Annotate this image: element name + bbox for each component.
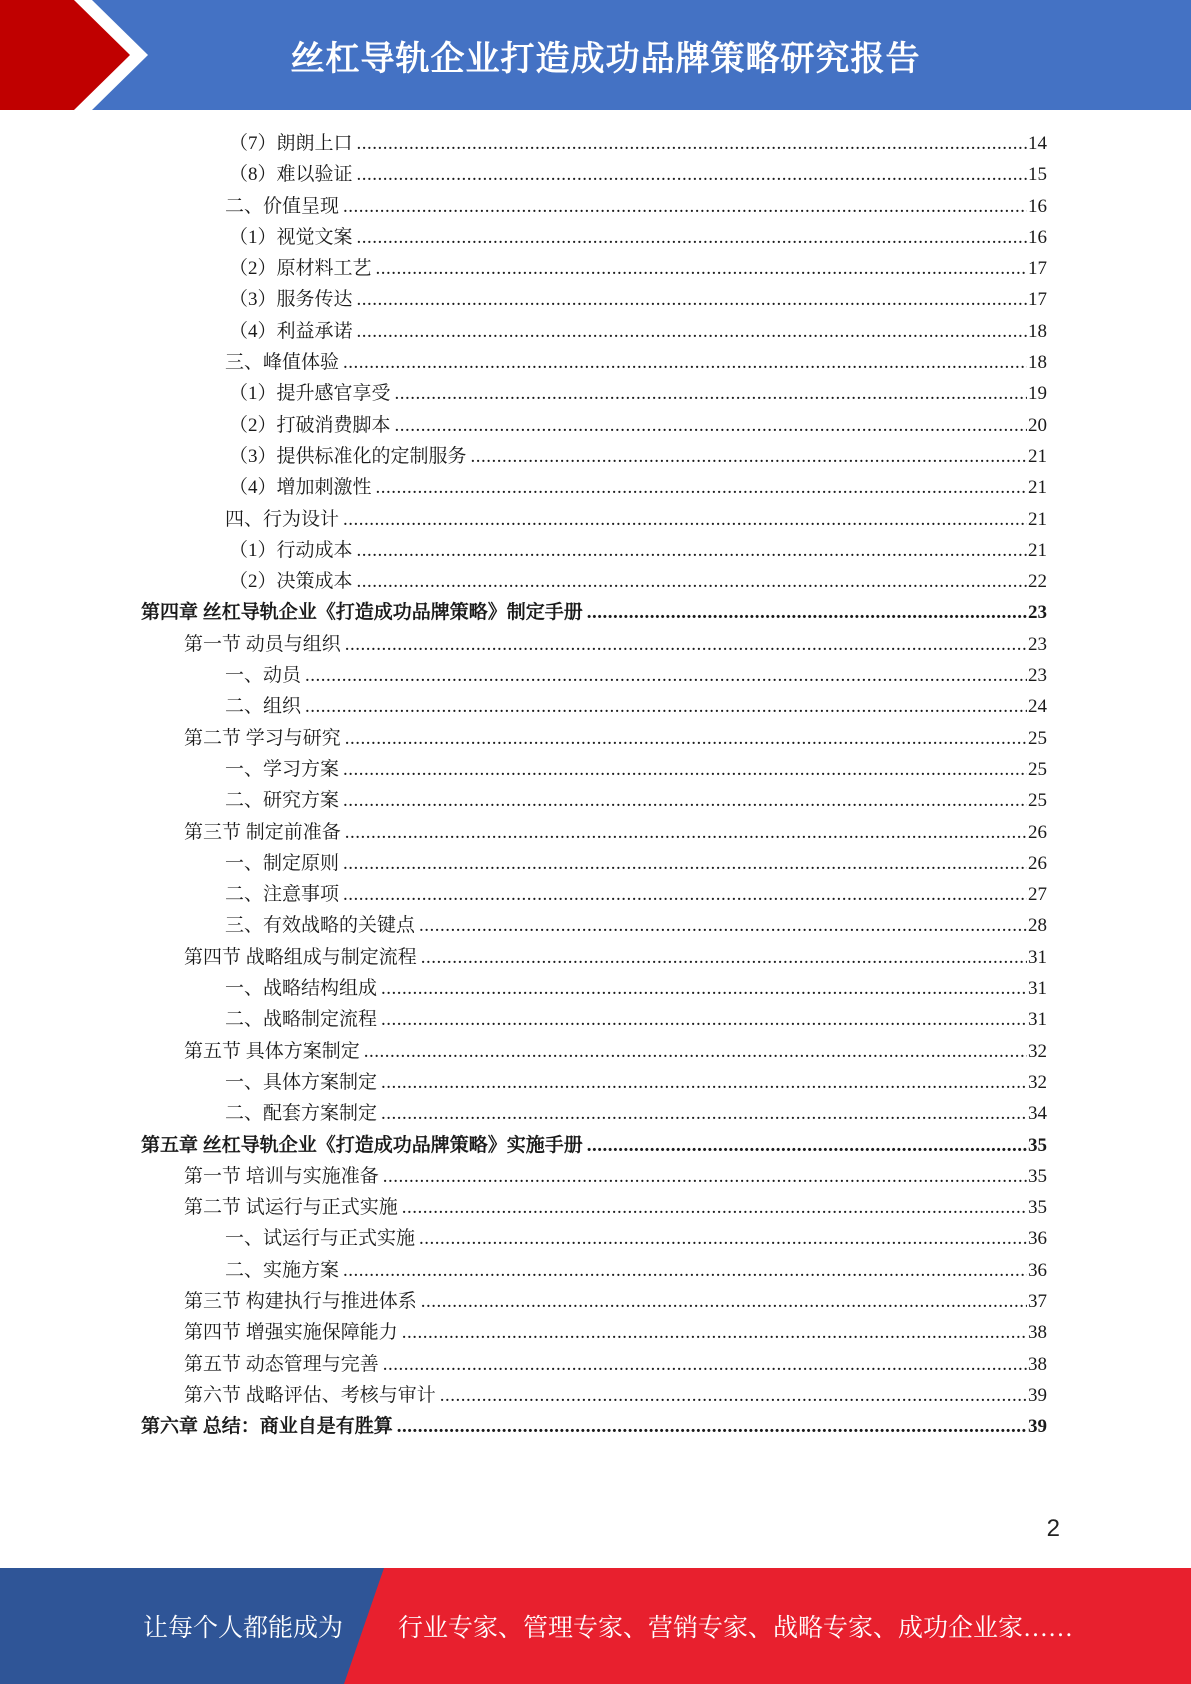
toc-entry[interactable] — [141, 1317, 1047, 1348]
toc-entry[interactable] — [141, 284, 1047, 315]
toc-entry-title: （1）视觉文案 — [229, 226, 353, 248]
toc-dot-leader — [471, 441, 1027, 472]
toc-entry-page: 16 — [1028, 195, 1047, 217]
toc-entry-title: 第四节 战略组成与制定流程 — [184, 946, 417, 968]
toc-entry-title: 一、制定原则 — [225, 852, 340, 874]
toc-entry-title: （8）难以验证 — [229, 164, 353, 186]
toc-dot-leader — [343, 785, 1027, 816]
header-banner — [0, 0, 1191, 110]
toc-dot-leader — [345, 817, 1027, 848]
toc-entry[interactable] — [141, 660, 1047, 691]
toc-entry[interactable] — [141, 1067, 1047, 1098]
toc-entry-page: 28 — [1028, 915, 1047, 937]
toc-dot-leader — [397, 1411, 1027, 1442]
toc-entry[interactable] — [141, 253, 1047, 284]
toc-entry-page: 21 — [1028, 445, 1047, 467]
toc-entry[interactable] — [141, 378, 1047, 409]
toc-entry-page: 21 — [1028, 508, 1047, 530]
toc-dot-leader — [357, 284, 1027, 315]
toc-entry-title: （4）利益承诺 — [229, 320, 353, 342]
toc-entry-title: 第二节 学习与研究 — [184, 727, 341, 749]
toc-entry-title: （4）增加刺激性 — [229, 477, 372, 499]
toc-entry[interactable] — [141, 504, 1047, 535]
toc-dot-leader — [383, 1349, 1027, 1380]
toc-dot-leader — [402, 1192, 1027, 1223]
toc-dot-leader — [357, 159, 1027, 190]
toc-dot-leader — [343, 754, 1027, 785]
toc-entry[interactable] — [141, 1192, 1047, 1223]
toc-entry-title: 二、注意事项 — [225, 884, 340, 906]
toc-entry-title: 二、实施方案 — [225, 1259, 340, 1281]
toc-entry-title: 第四节 增强实施保障能力 — [184, 1322, 398, 1344]
toc-entry[interactable] — [141, 441, 1047, 472]
toc-entry[interactable] — [141, 159, 1047, 190]
toc-entry-page: 17 — [1028, 258, 1047, 280]
toc-dot-leader — [587, 597, 1027, 628]
toc-entry-title: 一、学习方案 — [225, 758, 340, 780]
toc-dot-leader — [357, 128, 1027, 159]
toc-entry-title: 二、配套方案制定 — [225, 1103, 378, 1125]
toc-dot-leader — [357, 535, 1027, 566]
toc-entry-page: 27 — [1028, 884, 1047, 906]
toc-entry-page: 38 — [1028, 1322, 1047, 1344]
footer-slogan-left: 让每个人都能成为 — [143, 1615, 344, 1642]
toc-entry-title: 二、组织 — [225, 696, 302, 718]
toc-dot-leader — [343, 879, 1027, 910]
toc-dot-leader — [305, 691, 1027, 722]
toc-entry-page: 24 — [1028, 696, 1047, 718]
toc-entry-title: 第五章 丝杠导轨企业《打造成功品牌策略》实施手册 — [141, 1134, 583, 1156]
toc-entry[interactable] — [141, 1036, 1047, 1067]
toc-dot-leader — [376, 253, 1027, 284]
toc-entry[interactable] — [141, 566, 1047, 597]
toc-entry-page: 18 — [1028, 352, 1047, 374]
toc-entry-title: （2）原材料工艺 — [229, 258, 372, 280]
toc-entry-page: 26 — [1028, 821, 1047, 843]
toc-entry-title: 一、战略结构组成 — [225, 978, 378, 1000]
toc-entry[interactable] — [141, 1286, 1047, 1317]
document-title: 丝杠导轨企业打造成功品牌策略研究报告 — [290, 38, 921, 79]
toc-entry-title: （2）决策成本 — [229, 571, 353, 593]
toc-dot-leader — [343, 504, 1027, 535]
toc-dot-leader — [395, 378, 1027, 409]
toc-entry-title: （1）提升感官享受 — [229, 383, 391, 405]
toc-entry[interactable] — [141, 973, 1047, 1004]
toc-dot-leader — [381, 1067, 1027, 1098]
footer-banner — [0, 1568, 1191, 1684]
toc-entry-page: 37 — [1028, 1290, 1047, 1312]
toc-entry[interactable] — [141, 222, 1047, 253]
toc-entry-page: 18 — [1028, 320, 1047, 342]
toc-dot-leader — [343, 191, 1027, 222]
toc-entry-title: 一、试运行与正式实施 — [225, 1228, 416, 1250]
toc-dot-leader — [381, 1004, 1027, 1035]
toc-entry[interactable] — [141, 1255, 1047, 1286]
toc-entry-page: 19 — [1028, 383, 1047, 405]
toc-entry-page: 16 — [1028, 226, 1047, 248]
toc-entry[interactable] — [141, 1004, 1047, 1035]
toc-entry-page: 21 — [1028, 539, 1047, 561]
toc-entry-page: 32 — [1028, 1040, 1047, 1062]
toc-entry[interactable] — [141, 1161, 1047, 1192]
toc-entry[interactable] — [141, 191, 1047, 222]
toc-entry-page: 31 — [1028, 1009, 1047, 1031]
toc-dot-leader — [343, 1255, 1027, 1286]
toc-entry-page: 31 — [1028, 946, 1047, 968]
toc-entry[interactable] — [141, 1223, 1047, 1254]
toc-entry[interactable] — [141, 879, 1047, 910]
toc-entry-page: 23 — [1028, 602, 1047, 624]
toc-entry-title: 一、具体方案制定 — [225, 1071, 378, 1093]
toc-dot-leader — [381, 1098, 1027, 1129]
toc-entry[interactable] — [141, 1380, 1047, 1411]
toc-dot-leader — [376, 472, 1027, 503]
toc-entry[interactable] — [141, 597, 1047, 628]
toc-dot-leader — [421, 1286, 1027, 1317]
toc-entry-title: （3）提供标准化的定制服务 — [229, 445, 467, 467]
toc-dot-leader — [440, 1380, 1027, 1411]
table-of-contents — [141, 128, 1047, 1442]
toc-entry-page: 35 — [1028, 1197, 1047, 1219]
toc-dot-leader — [357, 316, 1027, 347]
toc-entry[interactable] — [141, 1411, 1047, 1442]
toc-entry-page: 32 — [1028, 1071, 1047, 1093]
toc-entry-title: （7）朗朗上口 — [229, 133, 353, 154]
toc-entry[interactable] — [141, 128, 1047, 159]
toc-entry-title: 第六节 战略评估、考核与审计 — [184, 1384, 436, 1406]
toc-dot-leader — [395, 410, 1027, 441]
toc-entry-page: 23 — [1028, 665, 1047, 687]
toc-entry-title: 一、动员 — [225, 665, 302, 687]
toc-entry-title: 第一节 培训与实施准备 — [184, 1165, 379, 1187]
toc-entry-title: （1）行动成本 — [229, 539, 353, 561]
toc-dot-leader — [419, 910, 1027, 941]
toc-entry-page: 34 — [1028, 1103, 1047, 1125]
toc-entry[interactable] — [141, 629, 1047, 660]
toc-entry-title: 第三节 构建执行与推进体系 — [184, 1290, 417, 1312]
toc-entry-page: 25 — [1028, 758, 1047, 780]
toc-dot-leader — [343, 848, 1027, 879]
toc-dot-leader — [419, 1223, 1027, 1254]
toc-entry[interactable] — [141, 817, 1047, 848]
footer-slogan-right: 行业专家、管理专家、营销专家、战略专家、成功企业家…… — [398, 1615, 1074, 1642]
toc-entry-title: 四、行为设计 — [225, 508, 340, 530]
toc-entry-page: 17 — [1028, 289, 1047, 311]
toc-entry-page: 31 — [1028, 978, 1047, 1000]
toc-dot-leader — [357, 566, 1027, 597]
toc-entry-title: 第一节 动员与组织 — [184, 633, 341, 655]
toc-dot-leader — [381, 973, 1027, 1004]
toc-entry-title: 二、价值呈现 — [225, 195, 340, 217]
toc-dot-leader — [345, 629, 1027, 660]
toc-entry-page: 39 — [1028, 1416, 1047, 1438]
toc-entry-title: 二、研究方案 — [225, 790, 340, 812]
toc-entry-title: 三、有效战略的关键点 — [225, 915, 416, 937]
toc-entry[interactable] — [141, 472, 1047, 503]
toc-entry[interactable] — [141, 910, 1047, 941]
toc-entry-title: （2）打破消费脚本 — [229, 414, 391, 436]
toc-entry-title: 第二节 试运行与正式实施 — [184, 1197, 398, 1219]
toc-entry-page: 25 — [1028, 790, 1047, 812]
toc-entry-page: 14 — [1028, 133, 1047, 154]
toc-entry[interactable] — [141, 723, 1047, 754]
toc-entry[interactable] — [141, 1349, 1047, 1380]
toc-entry-page: 26 — [1028, 852, 1047, 874]
toc-entry-page: 25 — [1028, 727, 1047, 749]
page-number: 2 — [1046, 1515, 1060, 1542]
toc-dot-leader — [421, 942, 1027, 973]
toc-entry-page: 20 — [1028, 414, 1047, 436]
toc-entry-title: 三、峰值体验 — [225, 352, 340, 374]
toc-entry-page: 36 — [1028, 1259, 1047, 1281]
toc-entry-title: （3）服务传达 — [229, 289, 353, 311]
toc-dot-leader — [364, 1036, 1027, 1067]
toc-entry-page: 38 — [1028, 1353, 1047, 1375]
toc-entry-page: 21 — [1028, 477, 1047, 499]
toc-entry-page: 22 — [1028, 571, 1047, 593]
toc-dot-leader — [305, 660, 1027, 691]
toc-entry-title: 第六章 总结：商业自是有胜算 — [141, 1416, 393, 1438]
toc-entry[interactable] — [141, 754, 1047, 785]
toc-entry-title: 第三节 制定前准备 — [184, 821, 341, 843]
toc-entry-page: 36 — [1028, 1228, 1047, 1250]
toc-entry[interactable] — [141, 347, 1047, 378]
toc-entry[interactable] — [141, 535, 1047, 566]
toc-entry[interactable] — [141, 942, 1047, 973]
toc-entry-page: 15 — [1028, 164, 1047, 186]
toc-entry-title: 二、战略制定流程 — [225, 1009, 378, 1031]
toc-entry-title: 第五节 动态管理与完善 — [184, 1353, 379, 1375]
toc-entry-page: 35 — [1028, 1165, 1047, 1187]
toc-entry[interactable] — [141, 1098, 1047, 1129]
toc-entry[interactable] — [141, 785, 1047, 816]
toc-dot-leader — [383, 1161, 1027, 1192]
toc-dot-leader — [343, 347, 1027, 378]
toc-entry[interactable] — [141, 316, 1047, 347]
toc-entry-page: 23 — [1028, 633, 1047, 655]
toc-dot-leader — [587, 1130, 1027, 1161]
toc-entry[interactable] — [141, 1130, 1047, 1161]
toc-entry-page: 39 — [1028, 1384, 1047, 1406]
toc-entry[interactable] — [141, 848, 1047, 879]
toc-entry[interactable] — [141, 410, 1047, 441]
toc-entry[interactable] — [141, 691, 1047, 722]
toc-entry-title: 第四章 丝杠导轨企业《打造成功品牌策略》制定手册 — [141, 602, 583, 624]
toc-dot-leader — [345, 723, 1027, 754]
toc-entry-title: 第五节 具体方案制定 — [184, 1040, 360, 1062]
toc-dot-leader — [402, 1317, 1027, 1348]
toc-entry-page: 35 — [1028, 1134, 1047, 1156]
toc-dot-leader — [357, 222, 1027, 253]
